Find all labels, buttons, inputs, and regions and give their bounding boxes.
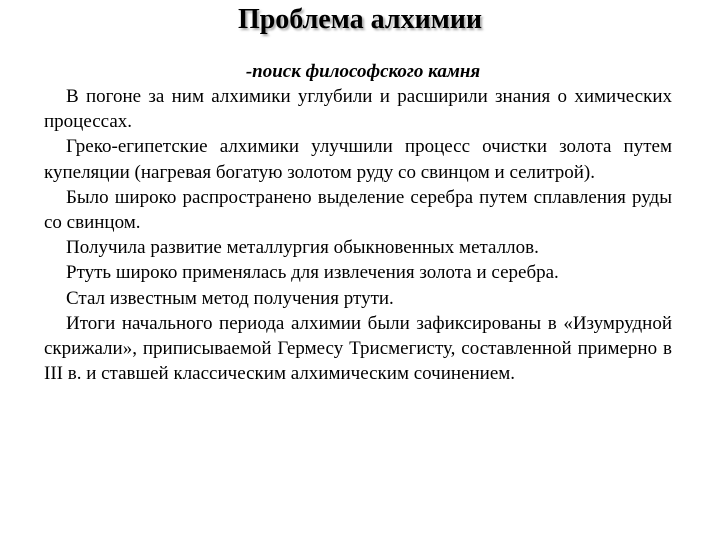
paragraph-cupellation: Греко-египетские алхимики улучшили процесс очистки золота путем купеляции (нагревая богатую золотом руду со свинцом и селитрой).	[44, 136, 672, 183]
paragraph-mercury-method: Стал известным метод получения ртути.	[66, 287, 394, 309]
paragraph-mercury-use: Ртуть широко применялась для извлечения золота и серебра.	[66, 262, 559, 284]
slide-body	[44, 84, 672, 386]
paragraph-metallurgy: Получила развитие металлургия обыкновенных металлов.	[66, 237, 539, 259]
paragraph-knowledge: В погоне за ним алхимики углубили и расширили знания о химических процессах.	[44, 86, 672, 133]
slide-title: Проблема алхимии	[237, 4, 483, 35]
slide-subtitle: -поиск философского камня	[245, 61, 481, 82]
paragraph-silver: Было широко распространено выделение серебра путем сплавления руды со свинцом.	[44, 186, 672, 234]
paragraph-emerald-tablet: Итоги начального периода алхимии были зафиксированы в «Изумрудной скрижали», приписываемой Гермесу Трисмегисту, составленной примерно в III в. и ставшей классическим алхимическим сочинением.	[44, 312, 672, 385]
